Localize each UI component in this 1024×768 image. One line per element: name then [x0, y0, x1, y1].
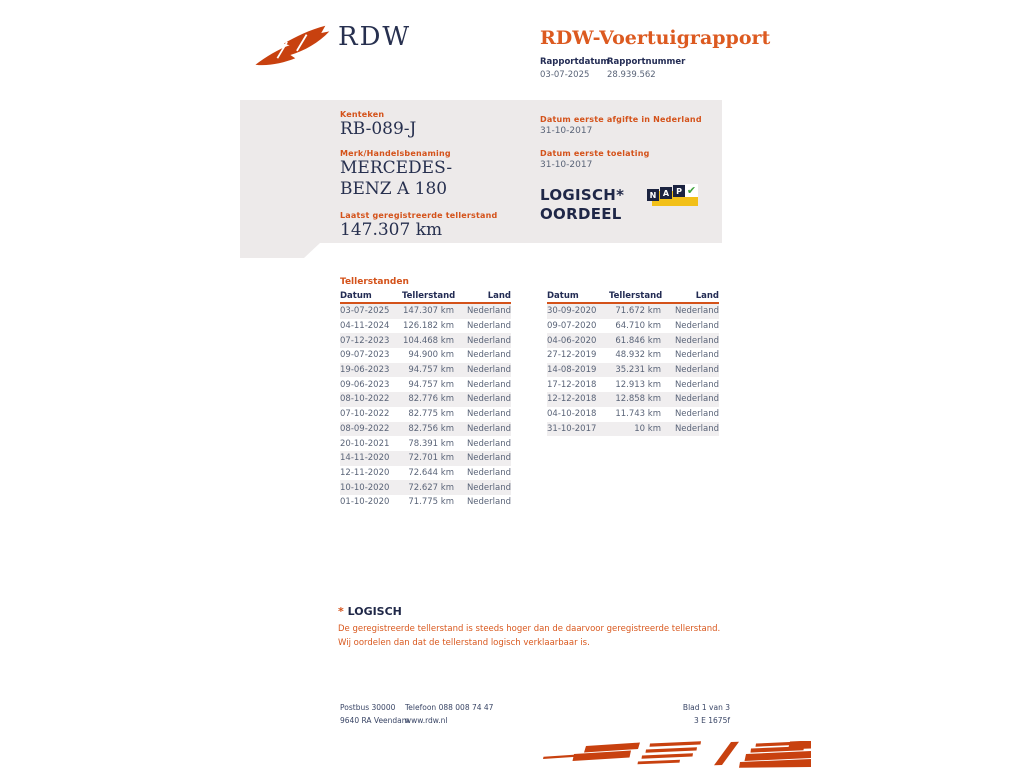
cell-land: Nederland	[674, 321, 719, 332]
afgifte-value: 31-10-2017	[540, 126, 593, 136]
cell-datum: 20-10-2021	[340, 438, 390, 449]
report-title: RDW-Voertuigrapport	[540, 27, 771, 49]
cell-datum: 12-12-2018	[547, 394, 597, 405]
table-row	[340, 495, 511, 510]
footnote-body: De geregistreerde tellerstand is steeds hoger dan de daarvoor geregistreerde tellerstand. Wij oordelen dan dat de tellerstand logisch verklaarbaar is.	[338, 624, 721, 648]
col-tellerstand: Tellerstand	[609, 291, 663, 301]
oordeel-text	[540, 186, 624, 224]
table-row	[547, 377, 719, 392]
toelating-value: 31-10-2017	[540, 160, 593, 170]
cell-land: Nederland	[466, 497, 511, 508]
cell-datum: 14-11-2020	[340, 453, 390, 464]
cell-tellerstand: 104.468 km	[402, 335, 454, 346]
cell-land: Nederland	[466, 438, 511, 449]
cell-datum: 09-06-2023	[340, 379, 390, 390]
cell-land: Nederland	[674, 335, 719, 346]
table-header	[340, 290, 511, 304]
cell-land: Nederland	[674, 379, 719, 390]
cell-land: Nederland	[674, 423, 719, 434]
cell-tellerstand: 94.757 km	[408, 379, 454, 390]
cell-land: Nederland	[466, 467, 511, 478]
nap-letter-p: P	[673, 185, 685, 197]
cell-land: Nederland	[674, 409, 719, 420]
cell-land: Nederland	[674, 394, 719, 405]
cell-datum: 09-07-2020	[547, 321, 597, 332]
nap-letter-a: A	[660, 187, 672, 199]
report-number-block	[607, 57, 685, 80]
cell-datum: 04-06-2020	[547, 335, 597, 346]
cell-land: Nederland	[466, 379, 511, 390]
cell-land: Nederland	[674, 365, 719, 376]
cell-datum: 09-07-2023	[340, 350, 390, 361]
cell-tellerstand: 71.672 km	[615, 306, 661, 317]
kenteken-label: Kenteken	[340, 110, 385, 119]
cell-tellerstand: 72.627 km	[408, 482, 454, 493]
table-row	[340, 363, 511, 378]
table-row	[340, 333, 511, 348]
cell-tellerstand: 71.775 km	[408, 497, 454, 508]
rdw-stripes-graphic-icon	[543, 741, 811, 768]
col-datum: Datum	[547, 291, 579, 301]
cell-tellerstand: 147.307 km	[402, 306, 454, 317]
cell-tellerstand: 94.757 km	[408, 365, 454, 376]
table-row	[340, 319, 511, 334]
footer-postbus: Postbus 30000	[340, 703, 396, 712]
cell-datum: 08-09-2022	[340, 423, 390, 434]
cell-datum: 04-11-2024	[340, 321, 390, 332]
footnote-heading	[338, 605, 730, 618]
cell-tellerstand: 48.932 km	[615, 350, 661, 361]
cell-land: Nederland	[466, 423, 511, 434]
cell-land: Nederland	[466, 306, 511, 317]
nap-letter-n: N	[647, 189, 659, 201]
report-date-label: Rapportdatum	[540, 57, 610, 67]
footnote-asterisk: *	[338, 605, 344, 618]
cell-tellerstand: 64.710 km	[615, 321, 661, 332]
cell-tellerstand: 12.913 km	[615, 379, 661, 390]
cell-datum: 19-06-2023	[340, 365, 390, 376]
cell-land: Nederland	[466, 365, 511, 376]
table-row	[547, 319, 719, 334]
cell-datum: 30-09-2020	[547, 306, 597, 317]
table-row	[340, 436, 511, 451]
footer-form-code: 3 E 1675f	[693, 716, 730, 725]
table-row	[340, 392, 511, 407]
cell-datum: 31-10-2017	[547, 423, 597, 434]
cell-datum: 07-10-2022	[340, 409, 390, 420]
cell-tellerstand: 12.858 km	[615, 394, 661, 405]
merk-label: Merk/Handelsbenaming	[340, 149, 451, 158]
footer-page-number: Blad 1 van 3	[682, 703, 730, 712]
cell-land: Nederland	[466, 394, 511, 405]
cell-datum: 07-12-2023	[340, 335, 390, 346]
table-body-left	[340, 304, 511, 510]
cell-tellerstand: 61.846 km	[615, 335, 661, 346]
table-row	[547, 348, 719, 363]
cell-land: Nederland	[466, 350, 511, 361]
cell-land: Nederland	[674, 306, 719, 317]
table-row	[547, 407, 719, 422]
cell-land: Nederland	[466, 409, 511, 420]
cell-tellerstand: 126.182 km	[402, 321, 454, 332]
cell-datum: 08-10-2022	[340, 394, 390, 405]
report-number-value: 28.939.562	[607, 70, 656, 80]
footnote-block	[338, 605, 730, 650]
cell-datum: 04-10-2018	[547, 409, 597, 420]
table-row	[340, 348, 511, 363]
table-row	[547, 422, 719, 437]
col-land: Land	[695, 291, 719, 301]
cell-tellerstand: 72.701 km	[408, 453, 454, 464]
cell-tellerstand: 35.231 km	[615, 365, 661, 376]
footer-contact	[405, 701, 493, 727]
cell-tellerstand: 10 km	[634, 423, 661, 434]
report-date-block	[540, 57, 609, 80]
nap-logo	[647, 184, 699, 210]
table-row	[547, 304, 719, 319]
footer-meta	[600, 701, 730, 727]
oordeel-line2: OORDEEL	[540, 205, 622, 223]
cell-datum: 17-12-2018	[547, 379, 597, 390]
table-row	[340, 451, 511, 466]
nap-check-icon: ✔	[686, 184, 697, 197]
table-row	[340, 377, 511, 392]
report-date-value: 03-07-2025	[540, 70, 590, 80]
cell-tellerstand: 82.756 km	[408, 423, 454, 434]
table-header	[547, 290, 719, 304]
afgifte-label: Datum eerste afgifte in Nederland	[540, 115, 702, 124]
cell-land: Nederland	[466, 321, 511, 332]
oordeel-line1: LOGISCH*	[540, 186, 625, 204]
col-land: Land	[487, 291, 511, 301]
cell-datum: 12-11-2020	[340, 467, 390, 478]
cell-datum: 01-10-2020	[340, 497, 390, 508]
toelating-label: Datum eerste toelating	[540, 149, 650, 158]
footer-city: 9640 RA Veendam	[340, 716, 410, 725]
rdw-wing-logo-icon	[253, 22, 331, 70]
rdw-wordmark: RDW	[338, 22, 412, 52]
cell-tellerstand: 11.743 km	[615, 409, 661, 420]
cell-datum: 14-08-2019	[547, 365, 597, 376]
cell-land: Nederland	[466, 453, 511, 464]
table-row	[340, 304, 511, 319]
laatste-tellerstand-label: Laatst geregistreerde tellerstand	[340, 211, 498, 220]
table-row	[547, 363, 719, 378]
table-row	[340, 480, 511, 495]
kenteken-value: RB-089-J	[340, 119, 417, 139]
table-row	[547, 392, 719, 407]
cell-datum: 27-12-2019	[547, 350, 597, 361]
footer-website: www.rdw.nl	[405, 716, 448, 725]
merk-value: MERCEDES-BENZ A 180	[340, 158, 453, 199]
cell-tellerstand: 78.391 km	[408, 438, 454, 449]
table-row	[340, 422, 511, 437]
footer-phone: Telefoon 088 008 74 47	[405, 703, 494, 712]
cell-land: Nederland	[466, 482, 511, 493]
cell-tellerstand: 82.776 km	[408, 394, 454, 405]
tellerstanden-table-left	[340, 290, 511, 510]
cell-datum: 03-07-2025	[340, 306, 390, 317]
table-row	[547, 333, 719, 348]
cell-datum: 10-10-2020	[340, 482, 390, 493]
table-row	[340, 466, 511, 481]
cell-tellerstand: 82.775 km	[408, 409, 454, 420]
cell-tellerstand: 94.900 km	[408, 350, 454, 361]
cell-tellerstand: 72.644 km	[408, 467, 454, 478]
col-tellerstand: Tellerstand	[402, 291, 456, 301]
table-body-right	[547, 304, 719, 436]
col-datum: Datum	[340, 291, 372, 301]
table-row	[340, 407, 511, 422]
laatste-tellerstand-value: 147.307 km	[340, 220, 443, 240]
cell-land: Nederland	[466, 335, 511, 346]
tellerstanden-title: Tellerstanden	[340, 277, 409, 287]
footer-address	[340, 701, 409, 727]
tellerstanden-table-right	[547, 290, 719, 436]
report-number-label: Rapportnummer	[607, 57, 686, 67]
footnote-heading-text: LOGISCH	[343, 605, 402, 618]
cell-land: Nederland	[674, 350, 719, 361]
